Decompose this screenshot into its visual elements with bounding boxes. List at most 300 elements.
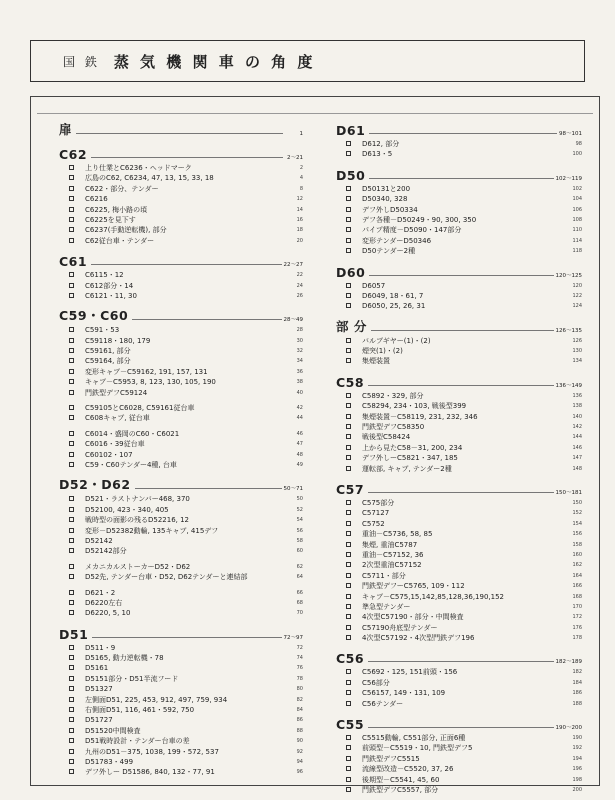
entry-page-number: 114 bbox=[572, 237, 582, 244]
entry-text: デフ各種－D50249・90, 300, 350 bbox=[362, 215, 477, 224]
toc-entry bbox=[336, 432, 582, 442]
entry-text: C59105とC6028, C59161従台車 bbox=[85, 404, 195, 413]
entry-page-number: 64 bbox=[296, 574, 303, 581]
entry-text: D51783・499 bbox=[85, 757, 134, 766]
checkbox-square-icon bbox=[346, 414, 351, 419]
entry-text: C6115・12 bbox=[85, 271, 124, 280]
entry-text: 広島のC62, C6234, 47, 13, 15, 33, 18 bbox=[85, 174, 214, 183]
toc-entry bbox=[336, 225, 582, 235]
entry-page-number: 108 bbox=[572, 216, 582, 223]
checkbox-square-icon bbox=[69, 686, 74, 691]
entry-page-number: 104 bbox=[572, 196, 582, 203]
toc-entry bbox=[59, 367, 303, 377]
entry-text: D6050, 25, 26, 31 bbox=[362, 302, 426, 311]
toc-section bbox=[59, 119, 303, 143]
toc-entry bbox=[336, 633, 582, 643]
toc-entry bbox=[336, 464, 582, 474]
toc-entry bbox=[336, 236, 582, 246]
checkbox-square-icon bbox=[346, 510, 351, 515]
toc-entry bbox=[59, 403, 303, 413]
entry-text: バルブギヤー(1)・(2) bbox=[362, 336, 431, 345]
entry-page-number: 120 bbox=[572, 282, 582, 289]
entry-page-number: 122 bbox=[572, 292, 582, 299]
entry-page-number: 140 bbox=[572, 413, 582, 420]
toc-entry bbox=[59, 291, 303, 301]
toc-entry bbox=[336, 623, 582, 633]
checkbox-square-icon bbox=[346, 293, 351, 298]
section-title: D51 bbox=[59, 627, 92, 642]
entry-page-number: 44 bbox=[296, 415, 303, 422]
entry-text: 重油－C5736, 58, 85 bbox=[362, 530, 433, 539]
entry-text: C5692・125, 151前頭・156 bbox=[362, 668, 458, 677]
checkbox-square-icon bbox=[346, 787, 351, 792]
toc-entry bbox=[336, 540, 582, 550]
entry-page-number: 26 bbox=[296, 292, 303, 299]
checkbox-square-icon bbox=[69, 348, 74, 353]
toc-entry bbox=[59, 377, 303, 387]
entry-page-number: 170 bbox=[572, 603, 582, 610]
section-title: C56 bbox=[336, 651, 368, 666]
toc-entry bbox=[59, 715, 303, 725]
checkbox-square-icon bbox=[69, 217, 74, 222]
toc-entry bbox=[59, 413, 303, 423]
entry-page-number: 158 bbox=[572, 541, 582, 548]
toc-entry bbox=[59, 546, 303, 556]
entry-page-number: 58 bbox=[296, 537, 303, 544]
entry-text: C612部分・14 bbox=[85, 281, 134, 290]
checkbox-square-icon bbox=[346, 424, 351, 429]
entry-text: C58294, 234・103, 戦後型399 bbox=[362, 402, 467, 411]
section-header bbox=[336, 371, 582, 391]
toc-entry bbox=[336, 560, 582, 570]
toc-section bbox=[59, 474, 303, 622]
section-header bbox=[336, 261, 582, 281]
toc-entry bbox=[336, 581, 582, 591]
entry-page-number: 4 bbox=[299, 175, 303, 182]
entry-page-number: 72 bbox=[296, 644, 303, 651]
entry-text: 集煙装置－C58119, 231, 232, 346 bbox=[362, 412, 478, 421]
entry-page-number: 147 bbox=[572, 455, 582, 462]
entry-page-number: 48 bbox=[296, 451, 303, 458]
entry-page-number: 98 bbox=[575, 141, 582, 147]
toc-entry bbox=[336, 754, 582, 764]
entry-page-number: 68 bbox=[296, 599, 303, 606]
checkbox-square-icon bbox=[346, 635, 351, 640]
toc-entry bbox=[336, 205, 582, 215]
entry-page-number: 40 bbox=[296, 389, 303, 396]
left-column bbox=[59, 119, 303, 782]
entry-text: C60102・107 bbox=[85, 450, 133, 459]
checkbox-square-icon bbox=[346, 735, 351, 740]
checkbox-square-icon bbox=[69, 548, 74, 553]
checkbox-square-icon bbox=[69, 452, 74, 457]
toc-entry bbox=[59, 215, 303, 225]
toc-entry bbox=[336, 602, 582, 612]
section-header bbox=[59, 250, 303, 270]
toc-section bbox=[336, 119, 582, 164]
entry-page-number: 14 bbox=[296, 206, 303, 213]
section-title: D50 bbox=[336, 168, 369, 183]
checkbox-square-icon bbox=[346, 552, 351, 557]
entry-text: 準急型テンダー bbox=[362, 602, 411, 611]
toc-entry bbox=[59, 588, 303, 598]
toc-entry bbox=[336, 785, 582, 795]
entry-text: 4次型C57190・部分・中間検査 bbox=[362, 613, 464, 622]
top-rule bbox=[37, 113, 593, 114]
entry-text: D511・9 bbox=[85, 643, 116, 652]
checkbox-square-icon bbox=[69, 175, 74, 180]
entry-text: D51327 bbox=[85, 685, 113, 694]
entry-text: 上から見たC58－31, 200, 234 bbox=[362, 443, 463, 452]
checkbox-square-icon bbox=[69, 538, 74, 543]
entry-page-number: 166 bbox=[572, 583, 582, 590]
entry-text: D51戦時設計・テンダー台車の差 bbox=[85, 737, 190, 746]
entry-page-number: 78 bbox=[296, 675, 303, 682]
section-title: D61 bbox=[336, 123, 369, 138]
entry-page-number: 70 bbox=[296, 610, 303, 617]
toc-entry bbox=[336, 550, 582, 560]
entry-text: D6220左右 bbox=[85, 598, 123, 607]
entry-text: C6216 bbox=[85, 195, 108, 204]
toc-entry bbox=[59, 205, 303, 215]
toc-entry bbox=[336, 498, 582, 508]
checkbox-square-icon bbox=[69, 496, 74, 501]
entry-page-number: 62 bbox=[296, 563, 303, 570]
toc-entry bbox=[336, 346, 582, 356]
entry-page-number: 32 bbox=[296, 348, 303, 355]
entry-page-number: 80 bbox=[296, 686, 303, 693]
entry-text: 門鉄型デフーC5765, 109・112 bbox=[362, 582, 465, 591]
toc-entry bbox=[59, 356, 303, 366]
checkbox-square-icon bbox=[69, 283, 74, 288]
entry-text: D612, 部分 bbox=[362, 140, 400, 148]
toc-entry bbox=[59, 536, 303, 546]
entry-page-number: 2 bbox=[299, 165, 303, 171]
section-rule bbox=[59, 133, 283, 134]
checkbox-square-icon bbox=[346, 348, 351, 353]
toc-entry bbox=[59, 526, 303, 536]
entry-page-number: 66 bbox=[296, 589, 303, 596]
entry-page-number: 186 bbox=[572, 690, 582, 697]
entry-text: C6225, 梅小路の頃 bbox=[85, 205, 148, 214]
checkbox-square-icon bbox=[346, 625, 351, 630]
entry-text: C56テンダー bbox=[362, 699, 404, 708]
toc-entry bbox=[336, 139, 582, 149]
toc-entry bbox=[59, 757, 303, 767]
toc-entry bbox=[59, 705, 303, 715]
toc-entry bbox=[59, 747, 303, 757]
checkbox-square-icon bbox=[69, 738, 74, 743]
section-title: D52・D62 bbox=[59, 475, 135, 493]
entry-text: D6057 bbox=[362, 281, 386, 290]
checkbox-square-icon bbox=[69, 207, 74, 212]
checkbox-square-icon bbox=[69, 717, 74, 722]
checkbox-square-icon bbox=[346, 701, 351, 706]
entry-page-number: 154 bbox=[572, 520, 582, 527]
entry-text: C6121・11, 30 bbox=[85, 291, 137, 300]
section-title: C57 bbox=[336, 482, 368, 497]
entry-page-number: 196 bbox=[572, 766, 582, 773]
section-rule bbox=[59, 637, 283, 638]
checkbox-square-icon bbox=[346, 466, 351, 471]
entry-text: C591・53 bbox=[85, 326, 120, 335]
toc-entry bbox=[59, 572, 303, 582]
entry-text: D6049, 18・61, 7 bbox=[362, 291, 424, 300]
entry-page-number: 56 bbox=[296, 527, 303, 534]
entry-page-number: 150 bbox=[572, 499, 582, 506]
entry-page-number: 162 bbox=[572, 562, 582, 569]
title-box bbox=[30, 40, 585, 82]
toc-entry bbox=[59, 325, 303, 335]
entry-page-number: 146 bbox=[572, 444, 582, 451]
checkbox-square-icon bbox=[69, 415, 74, 420]
toc-entry bbox=[336, 336, 582, 346]
section-header bbox=[336, 478, 582, 498]
entry-page-number: 190 bbox=[572, 735, 582, 742]
checkbox-square-icon bbox=[346, 542, 351, 547]
entry-text: C57127 bbox=[362, 509, 390, 518]
section-title: C59・C60 bbox=[59, 306, 132, 324]
entry-page-number: 200 bbox=[572, 786, 582, 793]
checkbox-square-icon bbox=[69, 165, 74, 170]
checkbox-square-icon bbox=[69, 405, 74, 410]
toc-entry bbox=[336, 453, 582, 463]
toc-entry bbox=[336, 246, 582, 256]
toc-entry bbox=[336, 508, 582, 518]
toc-section bbox=[336, 478, 582, 647]
entry-page-number: 188 bbox=[572, 700, 582, 707]
entry-page-number: 100 bbox=[572, 151, 582, 158]
entry-page-number: 172 bbox=[572, 614, 582, 621]
section-page-range: 190～200 bbox=[555, 725, 582, 732]
entry-page-number: 36 bbox=[296, 368, 303, 375]
checkbox-square-icon bbox=[69, 272, 74, 277]
toc-entry bbox=[59, 281, 303, 291]
section-title: C55 bbox=[336, 717, 368, 732]
toc-entry bbox=[336, 571, 582, 581]
entry-page-number: 176 bbox=[572, 624, 582, 631]
entry-text: C6237(手動逆転機), 部分 bbox=[85, 226, 167, 235]
checkbox-square-icon bbox=[346, 604, 351, 609]
section-header bbox=[336, 119, 582, 139]
checkbox-square-icon bbox=[346, 238, 351, 243]
toc-entry bbox=[336, 592, 582, 602]
entry-page-number: 82 bbox=[296, 696, 303, 703]
entry-page-number: 76 bbox=[296, 665, 303, 672]
toc-entry bbox=[336, 149, 582, 159]
toc-entry bbox=[336, 291, 582, 301]
checkbox-square-icon bbox=[346, 500, 351, 505]
toc-entry bbox=[59, 515, 303, 525]
toc-entry bbox=[59, 336, 303, 346]
section-page-range: 102～119 bbox=[555, 175, 582, 182]
toc-entry bbox=[59, 346, 303, 356]
section-title: 部 分 bbox=[336, 317, 371, 335]
toc-section bbox=[336, 164, 582, 261]
checkbox-square-icon bbox=[69, 728, 74, 733]
toc-entry bbox=[59, 184, 303, 194]
checkbox-square-icon bbox=[346, 434, 351, 439]
section-rule bbox=[336, 178, 562, 179]
checkbox-square-icon bbox=[346, 521, 351, 526]
toc-entry bbox=[336, 743, 582, 753]
section-page-range: 50～71 bbox=[283, 486, 303, 493]
entry-page-number: 88 bbox=[296, 727, 303, 734]
entry-page-number: 20 bbox=[296, 237, 303, 244]
checkbox-square-icon bbox=[346, 690, 351, 695]
section-rule bbox=[59, 264, 283, 265]
section-page-range: 136～149 bbox=[555, 382, 582, 389]
toc-entry bbox=[336, 678, 582, 688]
entry-page-number: 24 bbox=[296, 282, 303, 289]
entry-text: キャブ－C575,15,142,85,128,36,190,152 bbox=[362, 592, 504, 601]
checkbox-square-icon bbox=[346, 531, 351, 536]
toc-section bbox=[336, 713, 582, 799]
section-header bbox=[336, 164, 582, 184]
entry-page-number: 148 bbox=[572, 465, 582, 472]
section-rule bbox=[336, 661, 562, 662]
entry-text: C6014・盛岡のC60・C6021 bbox=[85, 429, 180, 438]
entry-text: D50131と200 bbox=[362, 184, 411, 193]
entry-page-number: 22 bbox=[296, 272, 303, 279]
toc-entry bbox=[59, 562, 303, 572]
checkbox-square-icon bbox=[69, 697, 74, 702]
checkbox-square-icon bbox=[69, 238, 74, 243]
checkbox-square-icon bbox=[69, 759, 74, 764]
entry-page-number: 184 bbox=[572, 679, 582, 686]
entry-page-number: 12 bbox=[296, 196, 303, 203]
entry-text: C59164, 部分 bbox=[85, 357, 131, 366]
entry-page-number: 74 bbox=[296, 655, 303, 662]
entry-page-number: 102 bbox=[572, 185, 582, 192]
entry-page-number: 136 bbox=[572, 392, 582, 399]
entry-text: 門鉄型デフC5557, 部分 bbox=[362, 785, 439, 794]
checkbox-square-icon bbox=[69, 610, 74, 615]
entry-text: 戦時型の面影の残るD52216, 12 bbox=[85, 516, 190, 525]
checkbox-square-icon bbox=[69, 574, 74, 579]
toc-entry bbox=[59, 608, 303, 618]
entry-page-number: 106 bbox=[572, 206, 582, 213]
toc-entry bbox=[336, 184, 582, 194]
entry-page-number: 138 bbox=[572, 403, 582, 410]
entry-text: 煙突(1)・(2) bbox=[362, 347, 403, 356]
title-prefix: 国 鉄 bbox=[63, 54, 100, 69]
toc-entry bbox=[59, 598, 303, 608]
toc-entry bbox=[59, 439, 303, 449]
entry-text: 集煙, 重油C5787 bbox=[362, 540, 418, 549]
entry-text: 戦後型C58424 bbox=[362, 433, 411, 442]
toc-entry bbox=[336, 443, 582, 453]
entry-text: パイプ精度－D5090・147部分 bbox=[362, 226, 462, 235]
entry-text: デフ外しD50334 bbox=[362, 205, 418, 214]
section-page-range: 150～181 bbox=[555, 489, 582, 496]
toc-entry bbox=[59, 173, 303, 183]
toc-entry bbox=[59, 663, 303, 673]
right-column bbox=[336, 119, 582, 799]
checkbox-square-icon bbox=[69, 196, 74, 201]
entry-page-number: 152 bbox=[572, 510, 582, 517]
section-title: D60 bbox=[336, 265, 369, 280]
checkbox-square-icon bbox=[346, 393, 351, 398]
toc-section bbox=[59, 623, 303, 782]
section-rule bbox=[336, 133, 562, 134]
entry-text: 重油－C57152, 36 bbox=[362, 550, 424, 559]
checkbox-square-icon bbox=[69, 590, 74, 595]
section-header bbox=[59, 623, 303, 643]
toc-entry bbox=[59, 643, 303, 653]
entry-page-number: 168 bbox=[572, 593, 582, 600]
section-page-range: 2～21 bbox=[287, 155, 303, 161]
entry-text: D621・2 bbox=[85, 588, 116, 597]
checkbox-square-icon bbox=[346, 680, 351, 685]
entry-page-number: 178 bbox=[572, 635, 582, 642]
contents-frame bbox=[30, 96, 600, 794]
entry-page-number: 142 bbox=[572, 424, 582, 431]
entry-text: 前頭型－C5519・10, 門鉄型デフ5 bbox=[362, 744, 473, 753]
entry-page-number: 126 bbox=[572, 337, 582, 344]
entry-text: D50テンダー2種 bbox=[362, 247, 416, 256]
entry-page-number: 34 bbox=[296, 358, 303, 365]
toc-entry bbox=[336, 215, 582, 225]
checkbox-square-icon bbox=[69, 327, 74, 332]
entry-text: D50340, 328 bbox=[362, 195, 408, 204]
entry-text: C56157, 149・131, 109 bbox=[362, 689, 446, 698]
section-page-range: 28～49 bbox=[283, 317, 303, 324]
section-page-range: 126～135 bbox=[555, 327, 582, 334]
checkbox-square-icon bbox=[69, 358, 74, 363]
toc-entry bbox=[59, 767, 303, 777]
checkbox-square-icon bbox=[69, 655, 74, 660]
entry-text: 変形テンダーD50346 bbox=[362, 236, 432, 245]
section-rule bbox=[336, 492, 562, 493]
entry-page-number: 144 bbox=[572, 434, 582, 441]
checkbox-square-icon bbox=[346, 562, 351, 567]
checkbox-square-icon bbox=[69, 769, 74, 774]
checkbox-square-icon bbox=[346, 669, 351, 674]
toc-entry bbox=[336, 356, 582, 366]
checkbox-square-icon bbox=[69, 665, 74, 670]
toc-section bbox=[59, 305, 303, 474]
entry-page-number: 49 bbox=[296, 461, 303, 468]
checkbox-square-icon bbox=[346, 207, 351, 212]
section-title: C62 bbox=[59, 147, 91, 162]
entry-text: D52100, 423・340, 405 bbox=[85, 505, 169, 514]
checkbox-square-icon bbox=[346, 338, 351, 343]
checkbox-square-icon bbox=[69, 645, 74, 650]
section-page-range: 182～189 bbox=[555, 659, 582, 666]
checkbox-square-icon bbox=[346, 745, 351, 750]
checkbox-square-icon bbox=[346, 594, 351, 599]
entry-text: デフ外しー D51586, 840, 132・77, 91 bbox=[85, 768, 215, 777]
entry-page-number: 84 bbox=[296, 707, 303, 714]
checkbox-square-icon bbox=[346, 196, 351, 201]
toc-entry bbox=[59, 684, 303, 694]
section-header bbox=[336, 713, 582, 733]
entry-page-number: 30 bbox=[296, 337, 303, 344]
entry-text: D51727 bbox=[85, 716, 113, 725]
entry-page-number: 92 bbox=[296, 748, 303, 755]
entry-page-number: 110 bbox=[572, 227, 582, 234]
toc-section bbox=[59, 143, 303, 250]
section-page-range: 22～27 bbox=[283, 262, 303, 269]
entry-text: D52先, テンダー台車・D52, D62テンダーと連結部 bbox=[85, 573, 248, 582]
section-header bbox=[59, 119, 303, 139]
entry-page-number: 86 bbox=[296, 717, 303, 724]
section-title: C61 bbox=[59, 254, 91, 269]
checkbox-square-icon bbox=[69, 707, 74, 712]
toc-entry bbox=[336, 764, 582, 774]
toc-entry bbox=[336, 391, 582, 401]
